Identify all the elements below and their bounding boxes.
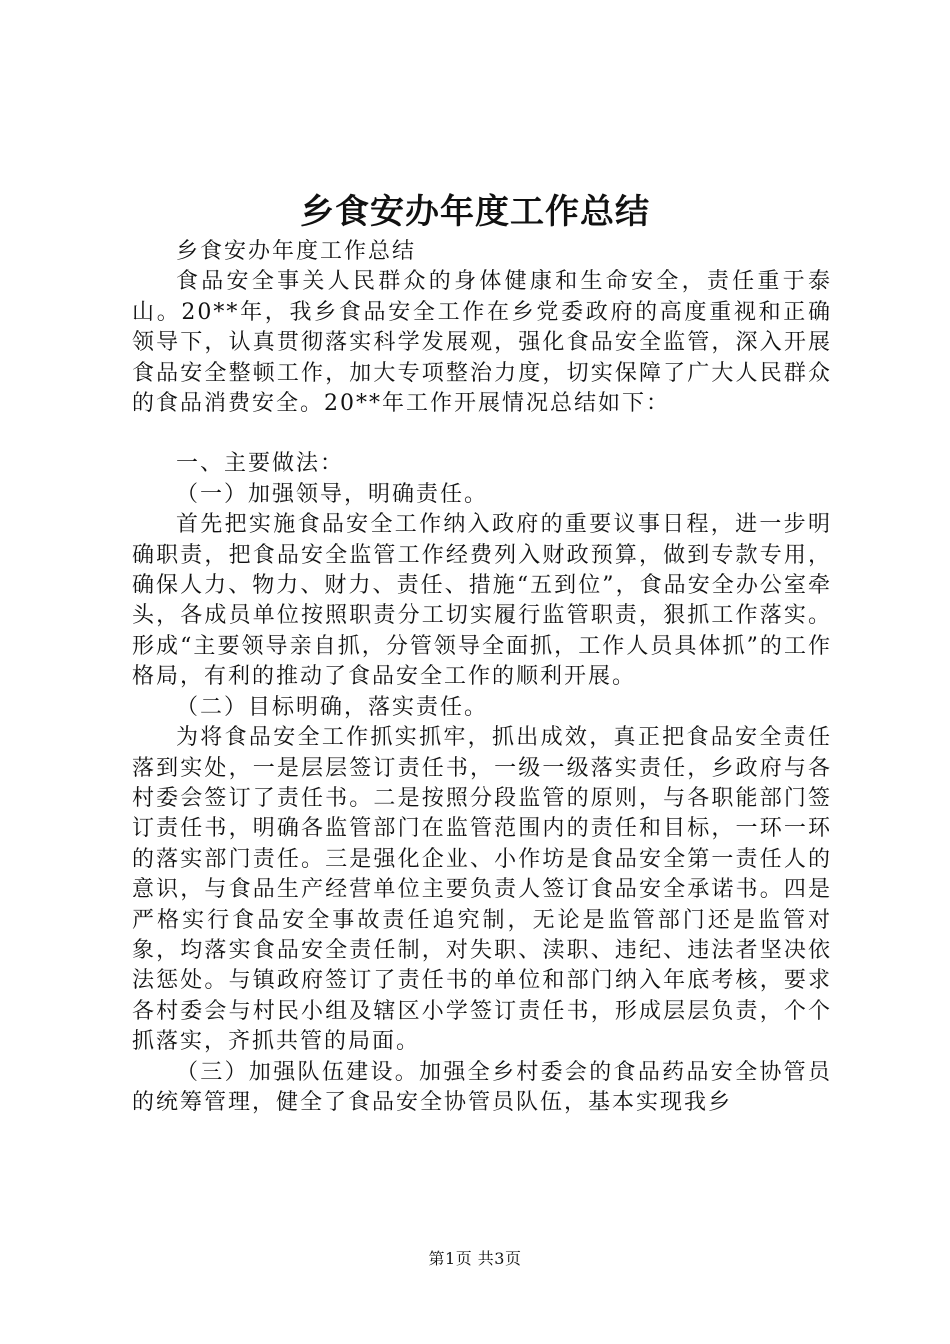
page-number: 第1页 共3页 — [428, 1249, 522, 1268]
paragraph-subtitle: 乡食安办年度工作总结 — [176, 239, 417, 264]
document-body — [132, 237, 832, 1118]
paragraph-1: 首先把实施食品安全工作纳入政府的重要议事日程，进一步明确职责，把食品安全监管工作经费列入财政预算，做到专款专用，确保人力、物力、财力、责任、措施“五到位”，食品安全办公室牵头，各成员单位按照职责分工切实履行监管职责，狠抓工作落实。形成“主要领导亲自抓，分管领导全面抓，工作人员具体抓”的工作格局，有利的推动了食品安全工作的顺利开展。 — [132, 512, 832, 690]
paragraph-intro: 食品安全事关人民群众的身体健康和生命安全，责任重于泰山。20**年，我乡食品安全工作在乡党委政府的高度重视和正确领导下，认真贯彻落实科学发展观，强化食品安全监管，深入开展食品安全整顿工作，加大专项整治力度，切实保障了广大人民群众的食品消费安全。20**年工作开展情况总结如下： — [132, 269, 832, 417]
subsection-heading-2: （二）目标明确，落实责任。 — [176, 694, 489, 720]
paragraph-3: （三）加强队伍建设。加强全乡村委会的食品药品安全协管员的统筹管理，健全了食品安全协管员队伍，基本实现我乡 — [132, 1059, 832, 1115]
section-heading: 一、主要做法： — [176, 451, 345, 477]
subsection-heading-1: （一）加强领导，明确责任。 — [176, 481, 489, 507]
document-title: 乡食安办年度工作总结 — [300, 192, 650, 232]
paragraph-2: 为将食品安全工作抓实抓牢，抓出成效，真正把食品安全责任落到实处，一是层层签订责任书，一级一级落实责任，乡政府与各村委会签订了责任书。二是按照分段监管的原则，与各职能部门签订责任书，明确各监管部门在监管范围内的责任和目标，一环一环的落实部门责任。三是强化企业、小作坊是食品安全第一责任人的意识，与食品生产经营单位主要负责人签订食品安全承诺书。四是严格实行食品安全事故责任追究制，无论是监管部门还是监管对象，均落实食品安全责任制，对失职、渎职、违纪、违法者坚决依法惩处。与镇政府签订了责任书的单位和部门纳入年底考核，要求各村委会与村民小组及辖区小学签订责任书，形成层层负责，个个抓落实，齐抓共管的局面。 — [132, 725, 832, 1055]
